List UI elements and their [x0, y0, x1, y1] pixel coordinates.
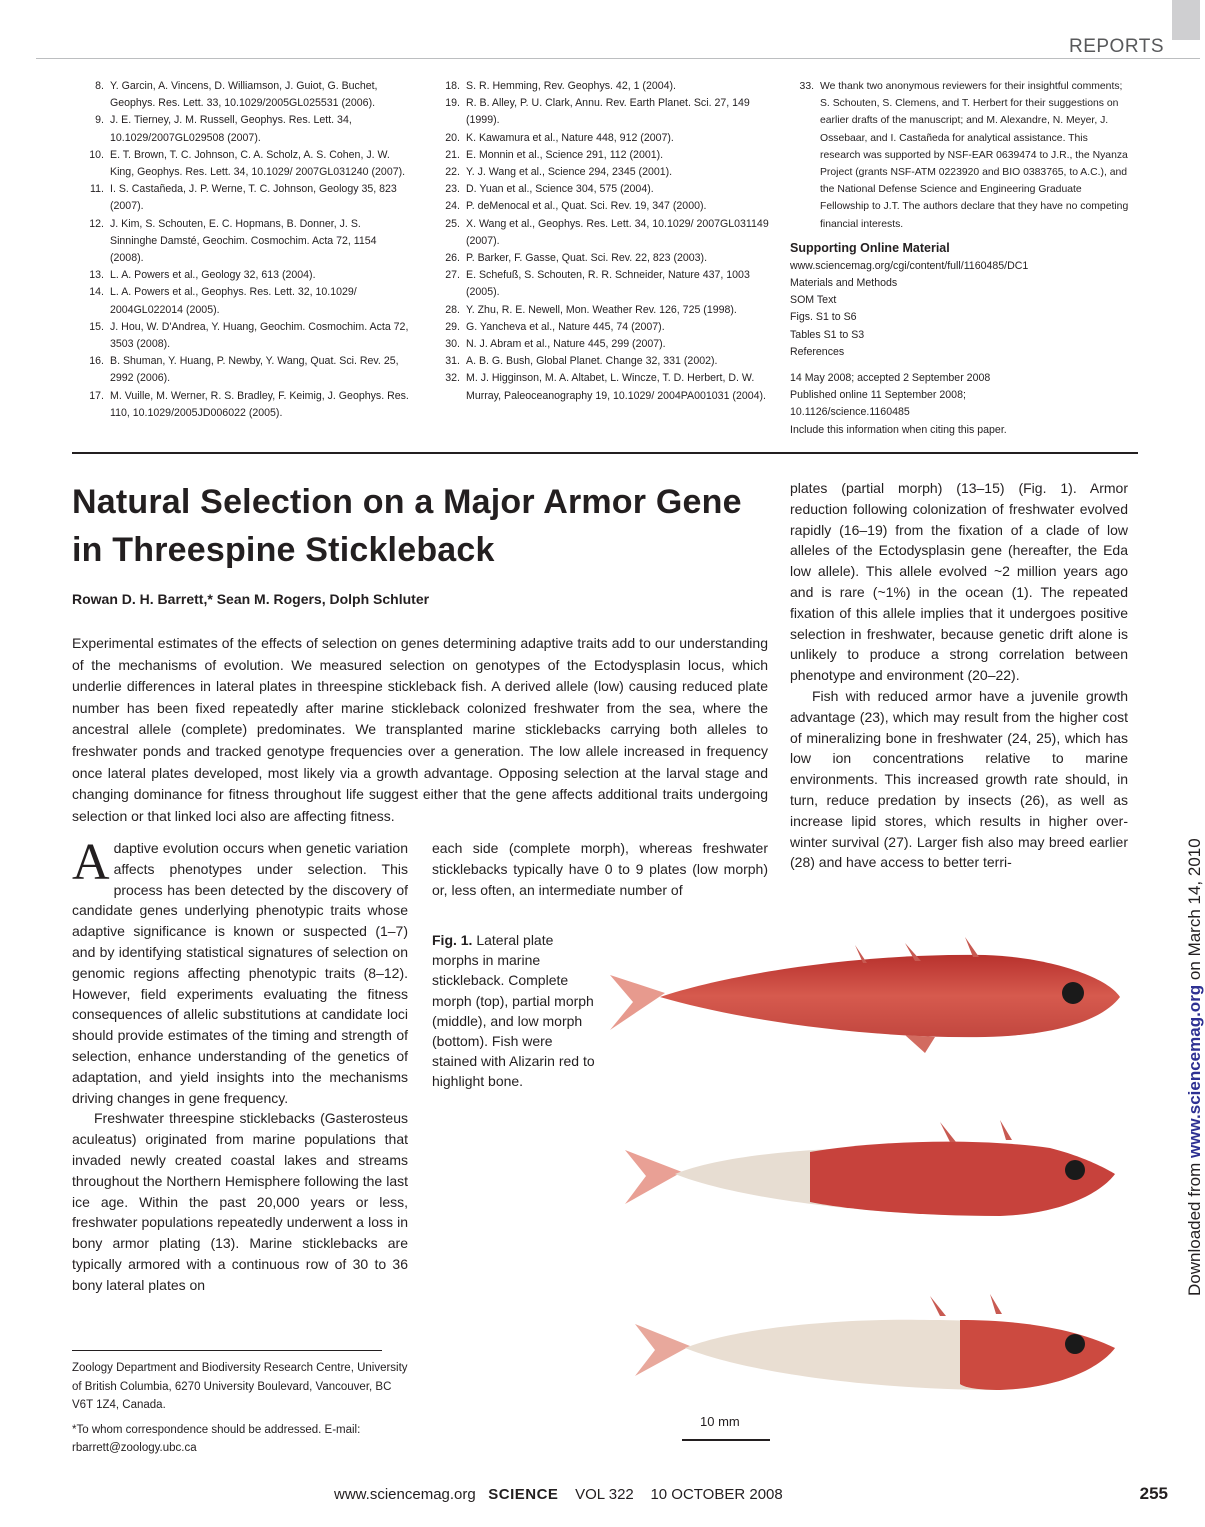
reference-item — [436, 164, 772, 181]
reference-item — [80, 353, 410, 387]
references-column-b — [436, 78, 772, 405]
reference-item — [436, 181, 772, 198]
header-color-band — [1172, 0, 1200, 40]
reference-item — [80, 112, 410, 146]
reference-number: 19. — [445, 97, 460, 110]
reference-number: 9. — [95, 114, 104, 127]
watermark-suffix: on March 14, 2010 — [1185, 838, 1204, 981]
reference-item — [436, 353, 772, 370]
reference-text: E. Schefuß, S. Schouten, R. R. Schneider, Nature 437, 1003 (2005). — [466, 269, 750, 299]
reference-item — [80, 284, 410, 318]
page-footer — [334, 1486, 783, 1503]
reference-item — [436, 198, 772, 215]
reference-number: 24. — [445, 200, 460, 213]
figure-caption — [432, 930, 598, 1092]
reference-item — [80, 388, 410, 422]
reference-text: I. S. Castañeda, J. P. Werne, T. C. Johnson, Geology 35, 823 (2007). — [110, 183, 397, 213]
reference-text: G. Yancheva et al., Nature 445, 74 (2007). — [466, 320, 665, 333]
watermark-prefix: Downloaded from — [1185, 1162, 1204, 1296]
reference-number: 31. — [445, 355, 460, 368]
reference-number: 26. — [445, 252, 460, 265]
scale-bar-label: 10 mm — [700, 1414, 740, 1429]
reference-item — [80, 319, 410, 353]
reference-text: P. Barker, F. Gasse, Quat. Sci. Rev. 22, 823 (2003). — [466, 252, 708, 265]
reference-item — [436, 336, 772, 353]
som-item: References — [790, 345, 845, 358]
reference-item — [436, 147, 772, 164]
reference-text: R. B. Alley, P. U. Clark, Annu. Rev. Earth Planet. Sci. 27, 149 (1999). — [466, 97, 750, 127]
reference-number: 13. — [89, 269, 104, 282]
body-column-2 — [432, 838, 768, 900]
header-rule — [36, 58, 1200, 59]
references-column-c — [790, 78, 1130, 439]
published-date: Published online 11 September 2008; — [790, 389, 966, 402]
footer-site[interactable]: www.sciencemag.org — [334, 1486, 476, 1503]
received-date: 14 May 2008; accepted 2 September 2008 — [790, 372, 991, 385]
paragraph-text: daptive evolution occurs when genetic variation affects phenotypes under selection. This process has been detected by the discovery of candidate genes underlying phenotypic traits whose adaptive significance is known or suspected (1–7) and by identifying statistical signatures of selection on genomic regions affecting phenotypic traits (8–12). However, field experiments evaluating the fitness consequences of allelic substitutions at candidate loci should provide estimates of the timing and strength of selection, enhance understanding of the genetics of adaptation, and yield insights into the mechanisms driving changes in gene frequency. — [72, 840, 408, 1106]
reference-text: Y. J. Wang et al., Science 294, 2345 (2001). — [466, 166, 673, 179]
footer-volume: VOL 322 — [575, 1486, 634, 1503]
reference-item — [80, 216, 410, 268]
reference-text: M. J. Higginson, M. A. Altabet, L. Wincze, T. D. Herbert, D. W. Murray, Paleoceanography 19, 10.1029/ 2004PA001031 (2004). — [466, 372, 766, 402]
reference-number: 23. — [445, 183, 460, 196]
reference-item — [80, 181, 410, 215]
reference-text: B. Shuman, Y. Huang, P. Newby, Y. Wang, Quat. Sci. Rev. 25, 2992 (2006). — [110, 355, 399, 385]
download-watermark — [1185, 838, 1205, 1296]
body-column-1 — [72, 834, 408, 1296]
reference-number: 8. — [95, 80, 104, 92]
reference-number: 12. — [89, 217, 104, 230]
section-rule — [72, 452, 1138, 454]
footer-date: 10 OCTOBER 2008 — [650, 1486, 783, 1503]
reference-text: E. T. Brown, T. C. Johnson, C. A. Scholz, A. S. Cohen, J. W. King, Geophys. Res. Lett. 34, 10.1029/ 2007GL031240 (2007). — [110, 148, 406, 179]
reference-text: J. E. Tierney, J. M. Russell, Geophys. Res. Lett. 34, 10.1029/2007GL029508 (2007). — [110, 114, 352, 144]
reference-item — [436, 302, 772, 319]
som-item: SOM Text — [790, 294, 837, 307]
reference-item — [436, 78, 772, 95]
citation-note: Include this information when citing this paper. — [790, 423, 1007, 436]
section-label: REPORTS — [1068, 36, 1164, 57]
reference-number: 29. — [445, 320, 460, 333]
reference-item — [80, 147, 410, 181]
reference-item — [436, 267, 772, 301]
page-number: 255 — [1139, 1484, 1168, 1503]
reference-number: 11. — [90, 183, 104, 196]
scale-bar — [682, 1439, 770, 1441]
body-paragraph: Freshwater threespine sticklebacks (Gasterosteus aculeatus) originated from marine populations that invaded newly created coastal lakes and streams throughout the Northern Hemisphere following the last ice age. Within the past 20,000 years or less, freshwater populations repeatedly underwent a loss in bony armor plating (13). Marine sticklebacks are typically armored with a continuous row of 30 to 36 bony lateral plates on — [72, 1110, 408, 1293]
article-title: Natural Selection on a Major Armor Gene in Threespine Stickleback — [72, 483, 742, 569]
doi: 10.1126/science.1160485 — [790, 406, 910, 419]
reference-number: 16. — [89, 355, 104, 368]
correspondence-note: *To whom correspondence should be addressed. E-mail: rbarrett@zoology.ubc.ca — [72, 1423, 361, 1454]
reference-number: 17. — [89, 389, 104, 402]
reference-number: 22. — [445, 166, 460, 179]
footnote-rule — [72, 1350, 382, 1351]
reference-number: 15. — [89, 320, 104, 333]
som-url[interactable]: www.sciencemag.org/cgi/content/full/1160485/DC1 — [790, 259, 1029, 272]
footnotes — [72, 1359, 410, 1458]
reference-text: L. A. Powers et al., Geology 32, 613 (2004). — [110, 269, 316, 282]
references-column-a — [80, 78, 410, 422]
affiliation: Zoology Department and Biodiversity Research Centre, University of British Columbia, 6270 University Boulevard, Vancouver, BC V6T 1Z4, Canada. — [72, 1362, 408, 1411]
reference-text: Y. Garcin, A. Vincens, D. Williamson, J. Guiot, G. Buchet, Geophys. Res. Lett. 33, 10.1029/2005GL025531 (2006). — [110, 80, 378, 110]
low-morph-fish-image — [630, 1292, 1120, 1402]
complete-morph-fish-image — [605, 935, 1125, 1055]
reference-text: J. Kim, S. Schouten, E. C. Hopmans, B. Donner, J. S. Sinninghe Damsté, Geochim. Cosmochim. Acta 72, 1154 (2008). — [110, 217, 377, 265]
reference-item — [436, 370, 772, 404]
reference-text: M. Vuille, M. Werner, R. S. Bradley, F. Keimig, J. Geophys. Res. 110, 10.1029/2005JD006022 (2005). — [110, 389, 409, 419]
reference-number: 21. — [445, 148, 460, 161]
acknowledgments — [790, 78, 1130, 233]
reference-number: 32. — [445, 372, 460, 385]
reference-text: Y. Zhu, R. E. Newell, Mon. Weather Rev. 126, 725 (1998). — [466, 303, 737, 316]
figure-label: Fig. 1. — [432, 932, 473, 948]
reference-item — [436, 319, 772, 336]
reference-item — [80, 267, 410, 284]
body-column-3 — [790, 478, 1128, 873]
reference-number: 30. — [445, 338, 460, 351]
reference-text: N. J. Abram et al., Nature 445, 299 (2007). — [466, 338, 666, 351]
som-item: Materials and Methods — [790, 277, 898, 290]
watermark-link[interactable]: www.sciencemag.org — [1185, 984, 1204, 1159]
reference-text: D. Yuan et al., Science 304, 575 (2004). — [466, 183, 654, 196]
body-paragraph: each side (complete morph), whereas freshwater sticklebacks typically have 0 to 9 plates (low morph) or, less often, an intermediate number of — [432, 840, 768, 898]
abstract: Experimental estimates of the effects of selection on genes determining adaptive traits add to our understanding of the mechanisms of evolution. We measured selection on genotypes of the Ectodysplasin locus, which underlie differences in lateral plates in threespine stickleback fish. A derived allele (low) causing reduced plate number has been fixed repeatedly after marine stickleback colonized freshwater from the sea, where the ancestral allele (complete) predominates. We transplanted marine sticklebacks carrying both alleles to freshwater ponds and tracked genotype frequencies over a generation. The low allele increased in frequency once lateral plates developed, most likely via a growth advantage. Opposing selection at the larval stage and changing dominance for fitness throughout life suggest either that the gene affects additional traits undergoing selection or that linked loci also are affecting fitness. — [72, 635, 768, 824]
body-paragraph: Fish with reduced armor have a juvenile growth advantage (23), which may result from the higher cost of mineralizing bone in freshwater (24, 25), which has low ion concentrations relative to marine environments. This increased growth rate should, in turn, reduce predation by insects (26), as well as increase lipid stores, which results in higher over-winter survival (27). Larger fish also may breed earlier (28) and have access to better terri- — [790, 687, 1128, 871]
drop-cap: A — [72, 834, 110, 891]
figure-caption-text: Lateral plate morphs in marine stickleback. Complete morph (top), partial morph (middle), and low morph (bottom). Fish were stained with Alizarin red to highlight bone. — [432, 932, 595, 1090]
reference-number: 28. — [445, 303, 460, 316]
reference-number: 27. — [445, 269, 460, 282]
reference-text: K. Kawamura et al., Nature 448, 912 (2007). — [466, 131, 674, 144]
reference-number: 10. — [89, 148, 104, 161]
reference-item — [436, 216, 772, 250]
som-heading: Supporting Online Material — [790, 240, 950, 255]
reference-number: 18. — [445, 80, 460, 92]
som-item: Tables S1 to S3 — [790, 328, 865, 341]
partial-morph-fish-image — [620, 1118, 1120, 1228]
reference-text: S. R. Hemming, Rev. Geophys. 42, 1 (2004). — [466, 80, 677, 92]
body-paragraph: plates (partial morph) (13–15) (Fig. 1). Armor reduction following colonization of freshwater evolved rapidly (16–19) from the fixation of a clade of low alleles of the Ectodysplasin gene (hereafter, the Eda low allele). This allele evolved ~2 million years ago and is rare (~1%) in the ocean (1). The repeated fixation of this allele implies that it undergoes positive selection in freshwater, because genetic drift alone is unlikely to produce a strong correlation between phenotype and environment (20–22). — [790, 480, 1128, 684]
som-item: Figs. S1 to S6 — [790, 311, 857, 324]
reference-item — [80, 78, 410, 112]
reference-number: 14. — [89, 286, 104, 299]
body-paragraph — [72, 834, 408, 1108]
reference-number: 25. — [445, 217, 460, 230]
acknowledgments-text: We thank two anonymous reviewers for their insightful comments; S. Schouten, S. Clemens, and T. Herbert for their suggestions on earlier drafts of the manuscript; and M. Alexandre, N. Meyer, J. Ossebaar, and I. Castañeda for analytical assistance. This research was supported by NSF-EAR 0639474 to J.R., the Nyanza Project (grants NSF-ATM 0223920 and BIO 0383765, to A.C.), and the National Defense Science and Engineering Graduate Fellowship to J.T. The authors declare that they have no competing financial interests. — [820, 81, 1129, 230]
reference-text: P. deMenocal et al., Quat. Sci. Rev. 19, 347 (2000). — [466, 200, 707, 213]
article-authors: Rowan D. H. Barrett,* Sean M. Rogers, Dolph Schluter — [72, 591, 430, 607]
reference-text: A. B. G. Bush, Global Planet. Change 32, 331 (2002). — [466, 355, 718, 368]
reference-text: L. A. Powers et al., Geophys. Res. Lett. 32, 10.1029/ 2004GL022014 (2005). — [110, 286, 357, 316]
reference-number: 33. — [799, 81, 814, 92]
reference-text: E. Monnin et al., Science 291, 112 (2001). — [466, 148, 664, 161]
reference-text: J. Hou, W. D'Andrea, Y. Huang, Geochim. Cosmochim. Acta 72, 3503 (2008). — [110, 320, 409, 351]
footer-journal: SCIENCE — [488, 1486, 559, 1503]
reference-item — [436, 250, 772, 267]
reference-text: X. Wang et al., Geophys. Res. Lett. 34, 10.1029/ 2007GL031149 (2007). — [466, 217, 769, 247]
reference-item — [436, 95, 772, 129]
reference-number: 20. — [445, 131, 460, 144]
reference-item — [436, 130, 772, 147]
